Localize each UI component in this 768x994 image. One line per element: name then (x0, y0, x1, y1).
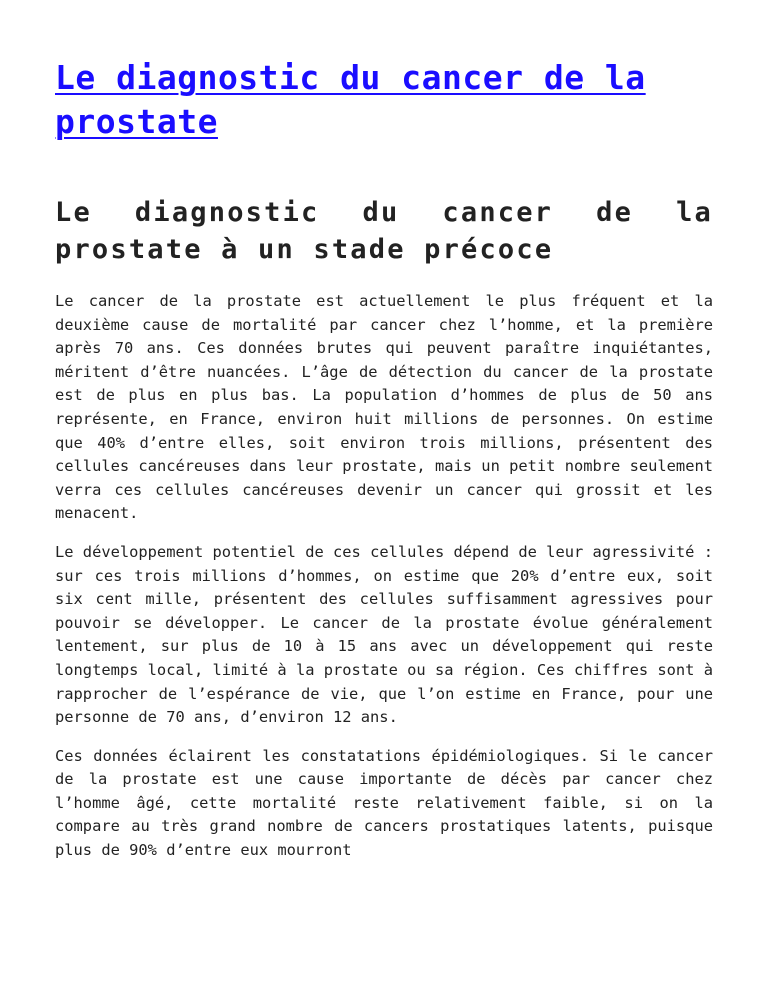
section-heading: Le diagnostic du cancer de la prostate à un stade précoce (55, 197, 713, 265)
article-title-link[interactable]: Le diagnostic du cancer de la prostate (55, 58, 646, 141)
body-paragraph-1: Le cancer de la prostate est actuellement le plus fréquent et la deuxième cause de mortalité par cancer chez l’homme, et la première après 70 ans. Ces données brutes qui peuvent paraître inquiétantes, méritent d’être nuancées. L’âge de détection du cancer de la prostate est de plus en plus bas. La population d’hommes de plus de 50 ans représente, en France, environ huit millions de personnes. On estime que 40% d’entre elles, soit environ trois millions, présentent des cellules cancéreuses dans leur prostate, mais un petit nombre seulement verra ces cellules cancéreuses devenir un cancer qui grossit et les menacent. (55, 292, 713, 523)
body-paragraph-2: Le développement potentiel de ces cellules dépend de leur agressivité : sur ces trois millions d’hommes, on estime que 20% d’entre eux, soit six cent mille, présentent des cellules suffisamment agressives pour pouvoir se développer. Le cancer de la prostate évolue généralement lentement, sur plus de 10 à 15 ans avec un développement qui reste longtemps local, limité à la prostate ou sa région. Ces chiffres sont à rapprocher de l’espérance de vie, que l’on estime en France, pour une personne de 70 ans, d’environ 12 ans. (55, 542, 713, 727)
body-paragraph-3: Ces données éclairent les constatations épidémiologiques. Si le cancer de la prostate est une cause importante de décès par cancer chez l’homme âgé, cette mortalité reste relativement faible, si on la compare au très grand nombre de cancers prostatiques latents, puisque plus de 90% d’entre eux mourront (55, 746, 713, 860)
